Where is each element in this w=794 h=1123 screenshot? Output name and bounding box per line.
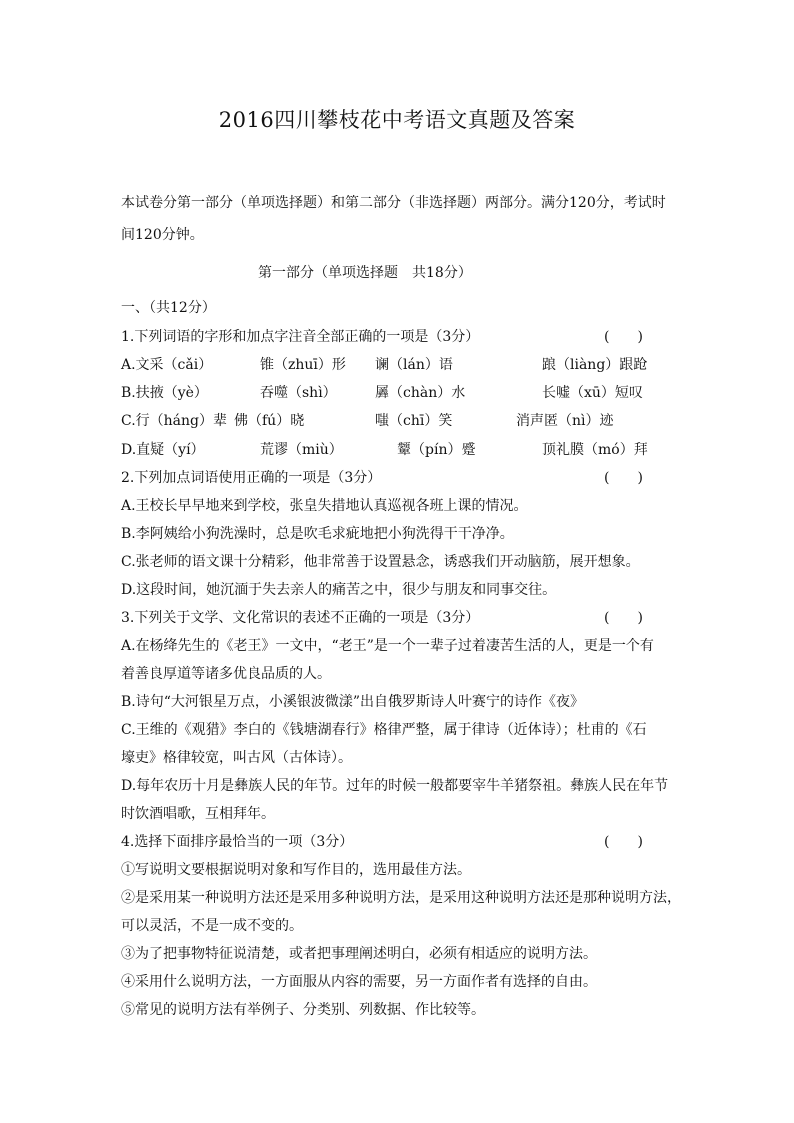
q1-a-1: A.文采（cǎi） — [121, 357, 213, 373]
section-heading: 一、（共12分） — [121, 300, 216, 316]
q1-c-3: 嗤（chī）笑 — [375, 413, 453, 429]
q1-b-3: 羼（chàn）水 — [375, 385, 466, 401]
q4-answer-blank: ( ) — [604, 834, 643, 850]
q2-option-a: A.王校长早早地来到学校，张皇失措地认真巡视各班上课的情况。 — [121, 498, 528, 514]
q3-line-7: 时饮酒唱歌，互相拜年。 — [121, 806, 275, 822]
q1-d-4: 顶礼膜（mó）拜 — [542, 442, 648, 458]
q2-option-b: B.李阿姨给小狗洗澡时，总是吹毛求疵地把小狗洗得干干净净。 — [121, 526, 514, 542]
q1-a-4: 踉（liàng）跟跄 — [542, 357, 648, 373]
q1-d-3: 颦（pín）蹙 — [397, 442, 476, 458]
q3-line-1: A.在杨绛先生的《老王》一文中，“老王”是一个一辈子过着凄苦生活的人，更是一个有 — [121, 638, 654, 654]
q1-a-3: 谰（lán）语 — [375, 357, 453, 373]
q1-d-2: 荒谬（miù） — [260, 442, 343, 458]
intro-line-2: 间120分钟。 — [121, 227, 204, 243]
part-heading: 第一部分（单项选择题 共18分） — [258, 265, 472, 281]
q4-line-2: ②是采用某一种说明方法还是采用多种说明方法，是采用这种说明方法还是那种说明方法， — [121, 890, 681, 906]
q2-stem: 2.下列加点词语使用正确的一项是（3分） — [121, 470, 382, 486]
q3-line-3: B.诗句“大河银星万点，小溪银波微漾”出自俄罗斯诗人叶赛宁的诗作《夜》 — [121, 694, 585, 710]
q1-b-2: 吞噬（shì） — [260, 385, 337, 401]
q1-c-4: 消声匿（nì）迹 — [516, 413, 614, 429]
q3-stem: 3.下列关于文学、文化常识的表述不正确的一项是（3分） — [121, 610, 480, 626]
q2-answer-blank: ( ) — [604, 470, 643, 486]
q3-answer-blank: ( ) — [604, 610, 643, 626]
q1-answer-blank: ( ) — [604, 329, 643, 345]
q3-line-6: D.每年农历十月是彝族人民的年节。过年的时候一般都要宰牛羊猪祭祖。彝族人民在年节 — [121, 778, 669, 794]
q3-line-4: C.王维的《观猎》李白的《钱塘湖春行》格律严整，属于律诗（近体诗）；杜甫的《石 — [121, 722, 647, 738]
q4-line-1: ①写说明文要根据说明对象和写作目的，选用最佳方法。 — [121, 862, 471, 878]
page-title: 2016四川攀枝花中考语文真题及答案 — [218, 108, 576, 132]
q1-b-4: 长嘘（xū）短叹 — [542, 385, 643, 401]
q1-stem: 1.下列词语的字形和加点字注音全部正确的一项是（3分） — [121, 329, 480, 345]
q4-line-5: ④采用什么说明方法，一方面服从内容的需要，另一方面作者有选择的自由。 — [121, 974, 597, 990]
q2-option-d: D.这段时间，她沉湎于失去亲人的痛苦之中，很少与朋友和同事交往。 — [121, 582, 557, 598]
q3-line-2: 着善良厚道等诸多优良品质的人。 — [121, 666, 331, 682]
q4-line-3: 可以灵活，不是一成不变的。 — [121, 918, 303, 934]
q1-a-2: 锥（zhuī）形 — [260, 357, 346, 373]
q4-stem: 4.选择下面排序最恰当的一项（3分） — [121, 834, 354, 850]
q1-c-1: C.行（háng）辈 — [121, 413, 228, 429]
q4-line-6: ⑤常见的说明方法有举例子、分类别、列数据、作比较等。 — [121, 1002, 485, 1018]
q1-c-2: 佛（fú）晓 — [234, 413, 305, 429]
q3-line-5: 壕吏》格律较宽，叫古风（古体诗）。 — [121, 750, 352, 766]
q4-line-4: ③为了把事物特征说清楚，或者把事理阐述明白，必须有相适应的说明方法。 — [121, 946, 597, 962]
q2-option-c: C.张老师的语文课十分精彩，他非常善于设置悬念，诱惑我们开动脑筋，展开想象。 — [121, 554, 640, 570]
q1-b-1: B.扶掖（yè） — [121, 385, 208, 401]
intro-line-1: 本试卷分第一部分（单项选择题）和第二部分（非选择题）两部分。满分120分，考试时 — [121, 195, 666, 211]
q1-d-1: D.直疑（yí） — [121, 442, 205, 458]
